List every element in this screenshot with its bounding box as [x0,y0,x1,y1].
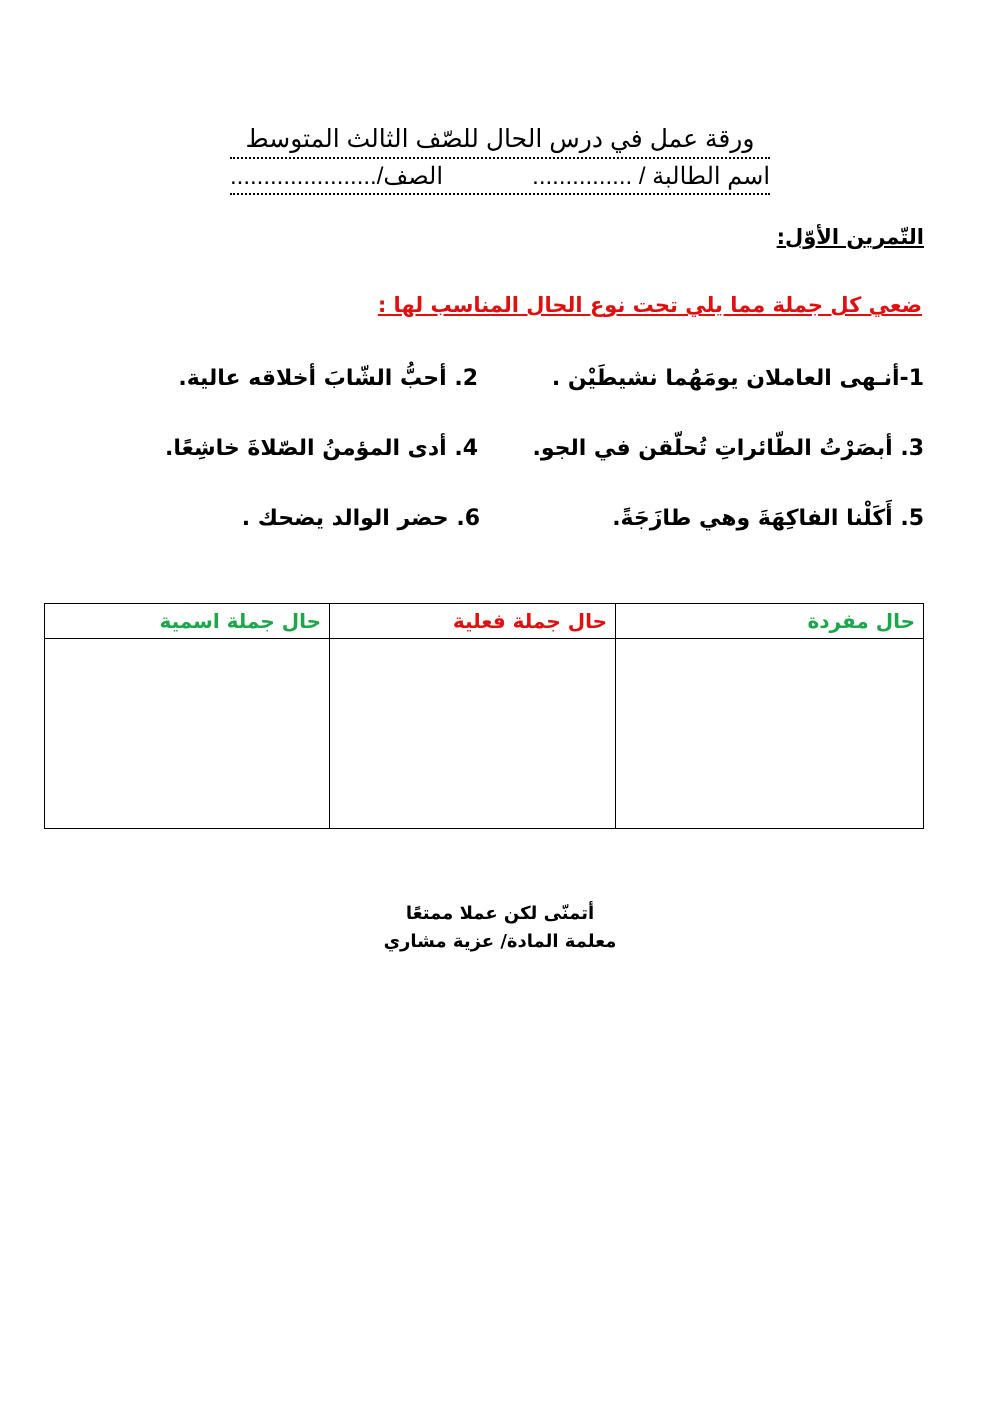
header-nominal-sentence: حال جملة اسمية [45,604,329,639]
student-name-label: اسم الطالبة / ............... [532,163,770,190]
sentence-1: 1-أنـهى العاملان يومَهُما نشيطَيْن . [551,366,924,391]
classification-table [44,603,924,829]
column-nominal-sentence [45,604,330,828]
worksheet-header [230,122,770,195]
answer-cell-nominal-sentence[interactable] [45,639,329,828]
student-info-line [230,161,770,195]
header-single-word: حال مفردة [616,604,923,639]
sentence-3: 3. أبصَرْتُ الطّائراتِ تُحلّقن في الجو. [532,436,924,461]
sentence-2: 2. أحبُّ الشّابَ أخلاقه عالية. [178,366,478,391]
column-single-word [616,604,923,828]
worksheet-footer [300,900,700,956]
sentence-4: 4. أدى المؤمنُ الصّلاةَ خاشِعًا. [164,436,478,461]
answer-cell-single-word[interactable] [616,639,923,828]
worksheet-title: ورقة عمل في درس الحال للصّف الثالث المتوسط [230,122,770,159]
exercise-instruction: ضعي كل جملة مما يلي تحت نوع الحال المناسب لها : [377,293,922,317]
teacher-signature: معلمة المادة/ عزية مشاري [383,931,617,952]
answer-cell-verbal-sentence[interactable] [330,639,615,828]
class-label: الصف/...................... [230,163,443,190]
sentence-5: 5. أَكَلْنا الفاكِهَةَ وهي طازَجَةً. [612,506,924,531]
closing-wish: أتمنّى لكن عملا ممتعًا [405,903,595,924]
sentence-6: 6. حضر الوالد يضحك . [241,506,480,531]
exercise-title: التّمرين الأوّل: [776,225,924,249]
header-verbal-sentence: حال جملة فعلية [330,604,615,639]
column-verbal-sentence [330,604,616,828]
